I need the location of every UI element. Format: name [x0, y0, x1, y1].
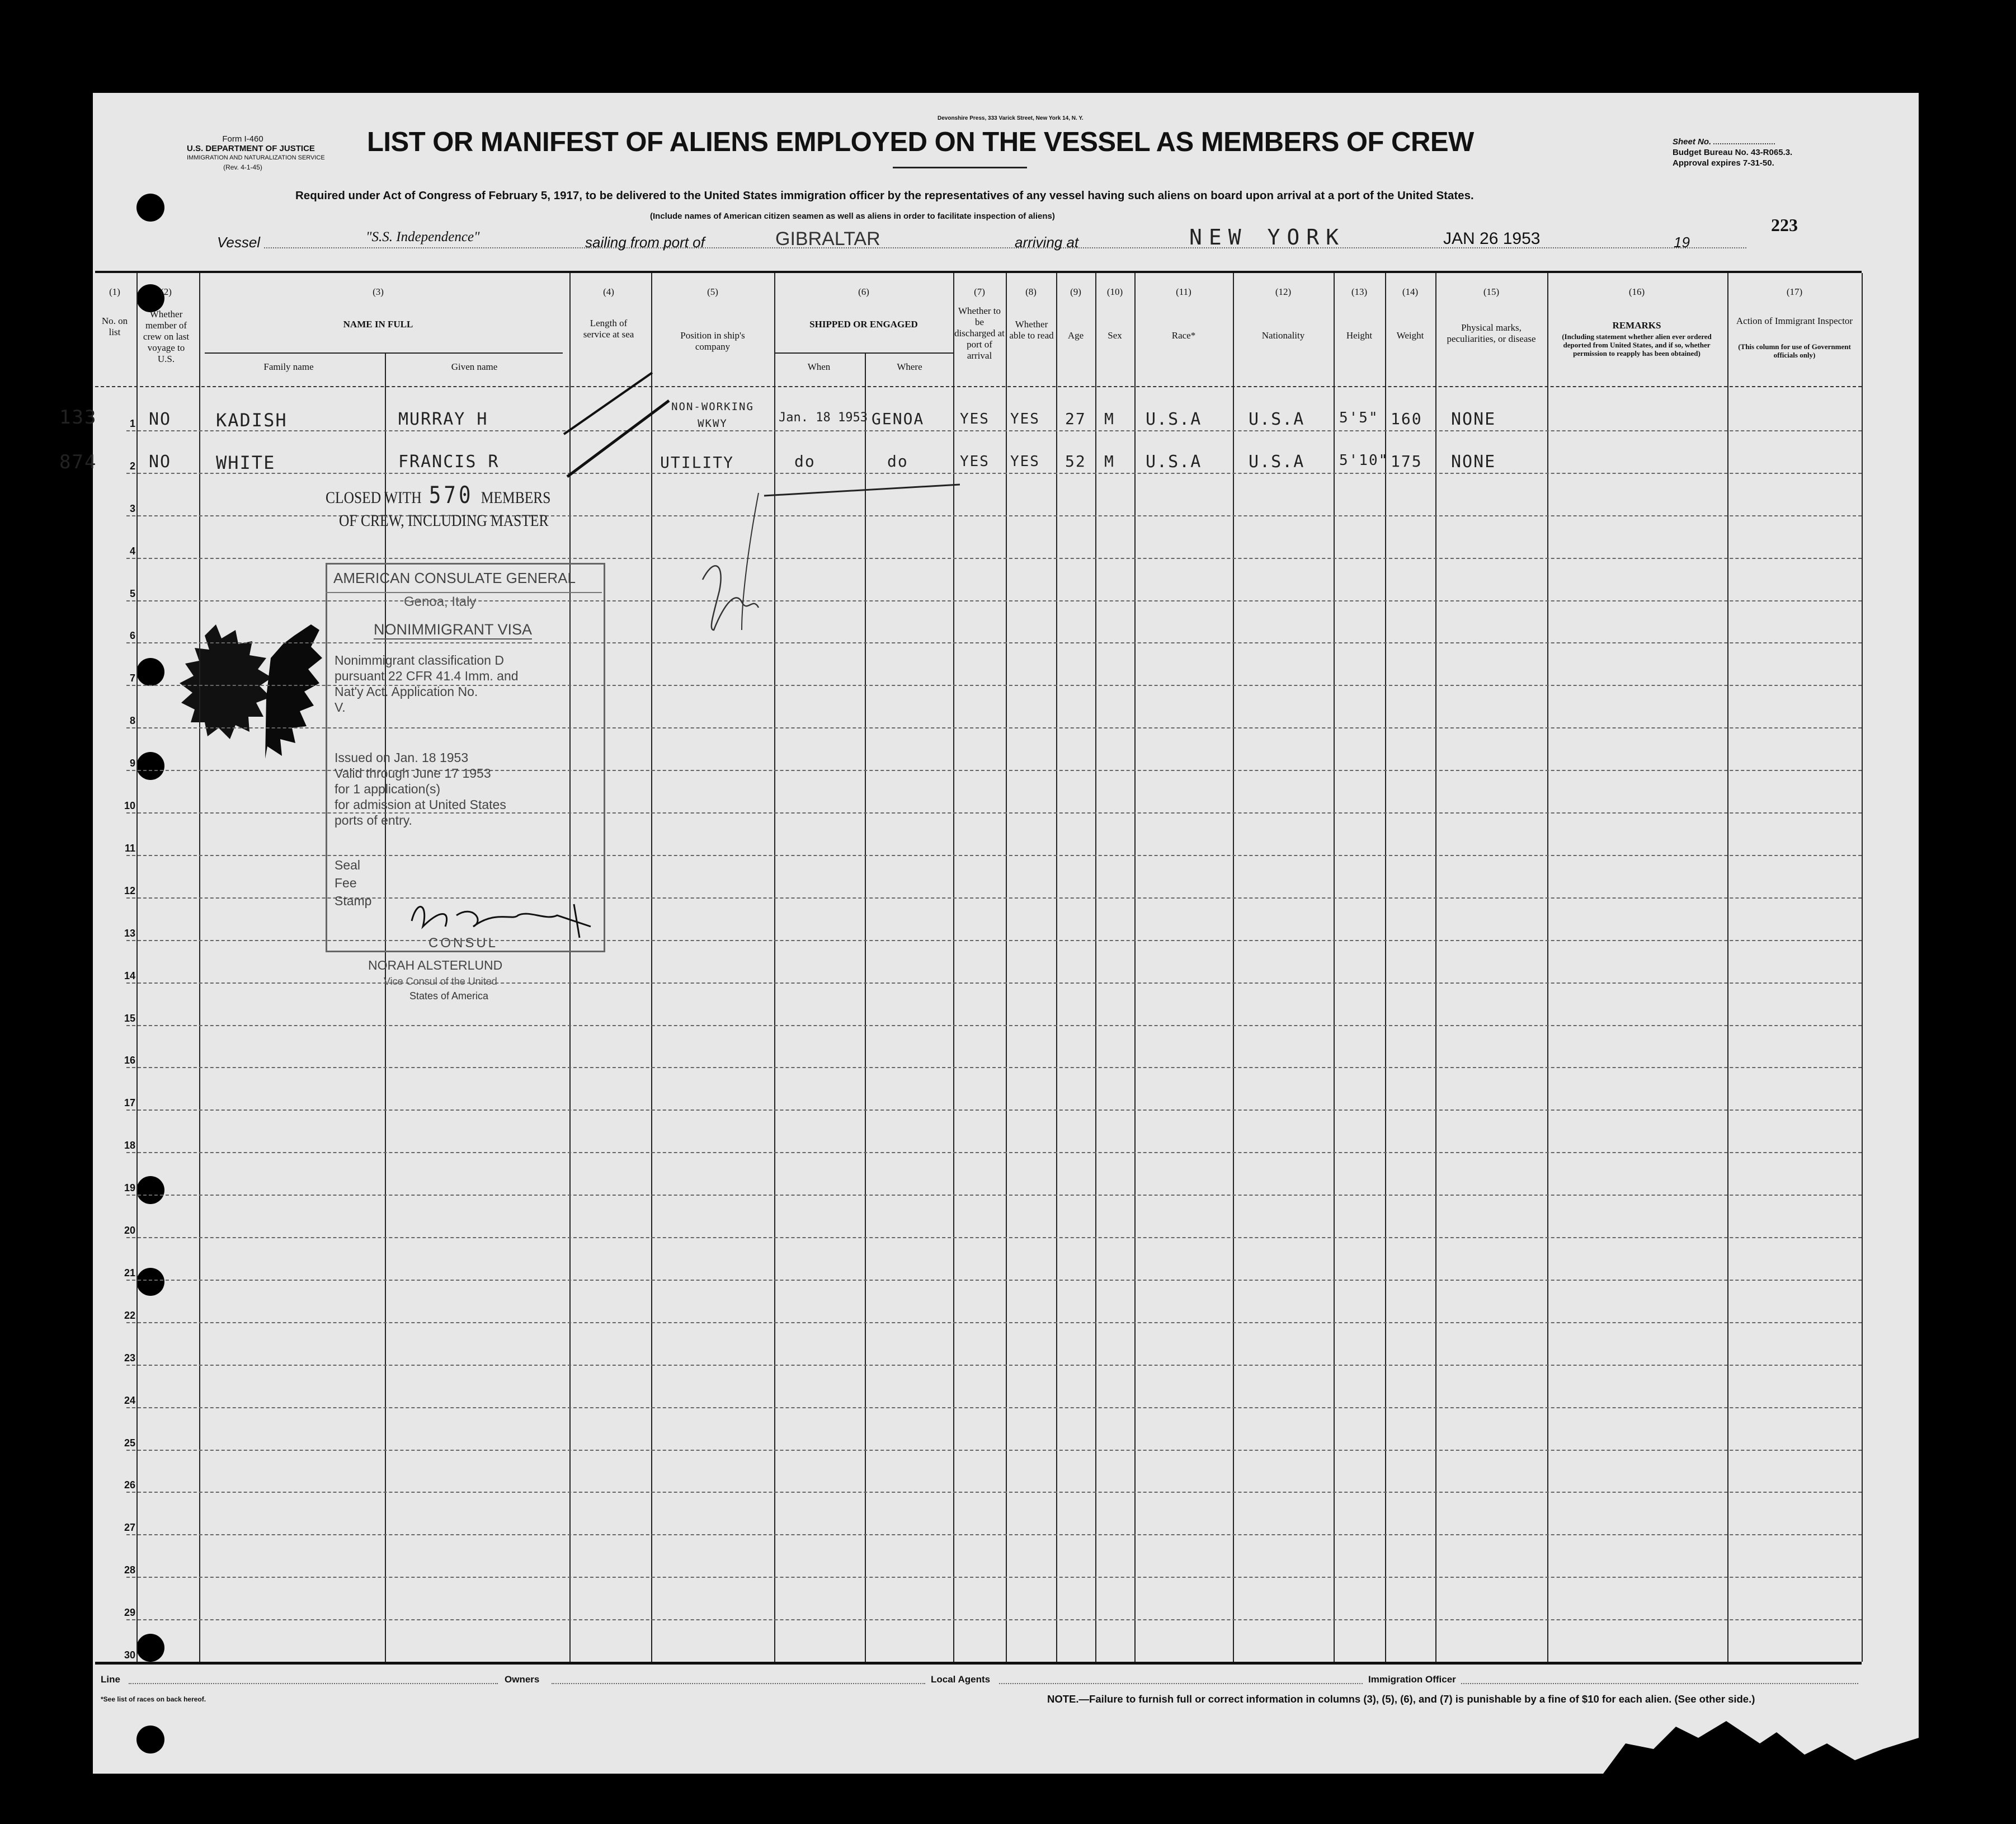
row2-read: YES	[1010, 453, 1040, 470]
col11-number: (11)	[1176, 286, 1191, 297]
column-rule	[1095, 273, 1096, 1662]
consul-name: NORAH ALSTERLUND	[368, 958, 503, 972]
col7-header: Whether to be discharged at port of arrival	[954, 305, 1005, 361]
row2-race: U.S.A	[1146, 452, 1202, 472]
column-rule	[385, 354, 386, 1662]
col17-header: Action of Immigrant Inspector	[1736, 316, 1853, 326]
row1-where: GENOA	[872, 410, 925, 428]
footer-line-label: Line	[101, 1674, 120, 1685]
row-number: 6	[129, 630, 135, 642]
table-top-rule	[95, 271, 1862, 273]
consul-signature	[406, 887, 596, 943]
table-bottom-rule	[95, 1662, 1862, 1665]
row1-family-name: KADISH	[216, 410, 288, 431]
visa-fee-label: Fee	[335, 876, 357, 890]
row2-position: UTILITY	[660, 453, 734, 472]
visa-ports: ports of entry.	[335, 813, 412, 828]
row1-marks: NONE	[1451, 410, 1496, 429]
col16-number: (16)	[1628, 286, 1645, 297]
footer-local-agents-label: Local Agents	[931, 1674, 991, 1685]
row2-marks: NONE	[1451, 452, 1496, 472]
col3-sub-rule	[205, 352, 563, 354]
row-rule	[126, 1365, 1862, 1366]
subtitle: Required under Act of Congress of February 5, 1917, to be delivered to the United States immigration officer by the representatives of any vessel having such aliens on board upon arrival at a port of the United States.	[295, 189, 1474, 202]
row-number: 26	[124, 1479, 135, 1491]
column-rule	[1385, 273, 1386, 1662]
row2-nationality: U.S.A	[1249, 452, 1305, 472]
row-number: 3	[129, 502, 135, 514]
include-note: (Include names of American citizen seamen as well as aliens in order to facilitate inspection of aliens)	[650, 211, 1055, 221]
consul-title: CONSUL	[428, 935, 498, 951]
row-number: 20	[124, 1225, 135, 1236]
service: IMMIGRATION AND NATURALIZATION SERVICE	[187, 154, 325, 161]
col6-when-header: When	[807, 361, 831, 372]
col14-number: (14)	[1402, 286, 1419, 297]
row1-discharged: YES	[960, 411, 990, 427]
row-number: 5	[129, 587, 135, 599]
col14-header: Weight	[1396, 330, 1424, 341]
row1-given-name: MURRAY H	[398, 410, 488, 429]
row-rule	[126, 1025, 1862, 1026]
row-rule	[126, 1195, 1862, 1196]
footer-owners-field	[552, 1683, 925, 1684]
consulate-name: AMERICAN CONSULATE GENERAL	[333, 570, 576, 586]
pen-marks	[557, 367, 960, 703]
col16-header: REMARKS	[1612, 320, 1661, 331]
row1-sex: M	[1104, 410, 1115, 428]
col4-header: Length of service at sea	[583, 318, 634, 340]
visa-pursuant: pursuant 22 CFR 41.4 Imm. and	[335, 669, 519, 683]
row-number: 19	[124, 1182, 135, 1194]
punch-hole	[136, 1176, 164, 1204]
row2-family-name: WHITE	[216, 452, 276, 473]
vice-consul-line: Vice Consul of the United	[384, 976, 497, 987]
closed-members-label: MEMBERS	[481, 488, 551, 507]
col8-header: Whether able to read	[1009, 319, 1054, 341]
revision: (Rev. 4-1-45)	[223, 163, 262, 171]
row-number: 15	[124, 1012, 135, 1024]
page-number: 223	[1771, 215, 1798, 235]
row2-weight: 175	[1391, 452, 1422, 471]
col5-header: Position in ship's company	[680, 330, 745, 352]
row-number: 27	[124, 1522, 135, 1534]
year-label: 19	[1674, 234, 1690, 251]
col12-number: (12)	[1275, 286, 1292, 297]
footer-agents-field	[999, 1683, 1363, 1684]
visa-stamp-rule	[326, 592, 602, 593]
row-number: 4	[129, 545, 135, 557]
column-rule	[1233, 273, 1234, 1662]
column-rule	[1006, 273, 1007, 1662]
row2-given-name: FRANCIS R	[398, 452, 500, 472]
row-number: 16	[124, 1055, 135, 1066]
row1-height: 5'5"	[1339, 410, 1379, 426]
row-number: 8	[129, 715, 135, 727]
column-rule	[199, 273, 200, 1662]
row1-age: 27	[1065, 410, 1086, 428]
footer-line-field	[129, 1683, 498, 1684]
visa-classification: Nonimmigrant classification D	[335, 653, 504, 667]
row-rule	[126, 1619, 1862, 1620]
row-number: 9	[129, 758, 135, 769]
col1-number: (1)	[109, 286, 120, 297]
column-rule	[1334, 273, 1335, 1662]
race-footnote: *See list of races on back hereof.	[101, 1695, 206, 1703]
row-rule	[126, 430, 1862, 431]
row-number: 1	[129, 417, 135, 429]
punch-hole	[136, 1634, 164, 1662]
col10-number: (10)	[1106, 286, 1123, 297]
row2-crew: NO	[149, 452, 172, 472]
budget-bureau: Budget Bureau No. 43-R065.3.	[1673, 148, 1793, 157]
col17-number: (17)	[1786, 286, 1803, 297]
row2-when: do	[794, 452, 816, 471]
visa-valid: Valid through June 17 1953	[335, 766, 491, 781]
col13-number: (13)	[1351, 286, 1368, 297]
col8-number: (8)	[1025, 286, 1037, 297]
row-number: 22	[124, 1309, 135, 1321]
visa-type: NONIMMIGRANT VISA	[374, 621, 532, 640]
row2-height: 5'10"	[1339, 452, 1389, 469]
row-number: 2	[129, 460, 135, 472]
row2-where: do	[887, 452, 908, 471]
row1-race: U.S.A	[1146, 410, 1202, 429]
form-number: Form I-460	[222, 134, 263, 144]
col6-sub-rule	[774, 352, 953, 354]
row-number: 7	[129, 673, 135, 684]
closed-with-label: CLOSED WITH	[326, 488, 422, 507]
footer-officer-label: Immigration Officer	[1368, 1674, 1456, 1685]
col16-subheader: (Including statement whether alien ever ordered deported from United States, and if so, whether permission to reapply has been obtained)	[1562, 332, 1712, 358]
vessel-name: "S.S. Independence"	[366, 229, 480, 245]
col12-header: Nationality	[1261, 330, 1305, 341]
column-rule	[1056, 273, 1057, 1662]
row-rule	[126, 1534, 1862, 1535]
row1-position: NON-WORKING WKWY	[671, 401, 754, 430]
col1-header: No. on list	[101, 316, 128, 337]
col6-number: (6)	[858, 286, 869, 297]
col9-number: (9)	[1070, 286, 1081, 297]
col2-header: Whether member of crew on last voyage to U.S.	[143, 309, 190, 364]
row2-discharged: YES	[960, 453, 990, 470]
approval-expiry: Approval expires 7-31-50.	[1673, 158, 1774, 168]
column-rule	[1727, 273, 1728, 1662]
col4-number: (4)	[603, 286, 614, 297]
closed-crew-count: 570	[428, 481, 474, 509]
visa-for-admission: for admission at United States	[335, 797, 506, 812]
row-rule	[126, 1322, 1862, 1323]
visa-seal-label: Seal	[335, 858, 361, 872]
sailing-port: GIBRALTAR	[775, 228, 880, 250]
row-rule	[126, 1450, 1862, 1451]
col2-number: (2)	[161, 286, 172, 297]
manifest-sheet	[59, 93, 1919, 1774]
col3-given-header: Given name	[451, 361, 498, 372]
sailing-label: sailing from port of	[585, 234, 705, 251]
row2-sex: M	[1104, 452, 1115, 471]
row-rule	[126, 1110, 1862, 1111]
row-rule	[126, 558, 1862, 559]
col17-subheader: (This column for use of Government officials only)	[1738, 342, 1851, 359]
row-number: 17	[124, 1097, 135, 1109]
margin-note-2: 874	[59, 451, 97, 473]
row-rule	[126, 1237, 1862, 1238]
vessel-label: Vessel	[217, 234, 261, 251]
punch-hole	[136, 194, 164, 222]
column-rule	[1435, 273, 1436, 1662]
col6-where-header: Where	[897, 361, 922, 372]
arrival-date-stamp: JAN 26 1953	[1443, 229, 1541, 248]
visa-stamp-label: Stamp	[335, 894, 372, 908]
footer-officer-field	[1461, 1683, 1858, 1684]
visa-v: V.	[335, 700, 346, 714]
row1-read: YES	[1010, 411, 1040, 427]
row1-weight: 160	[1391, 410, 1422, 428]
row-number: 23	[124, 1352, 135, 1364]
visa-issued: Issued on Jan. 18 1953	[335, 750, 469, 765]
torn-corner	[1592, 1704, 1919, 1774]
states-line: States of America	[409, 990, 489, 1002]
row1-crew: NO	[149, 410, 172, 429]
punch-hole	[136, 1268, 164, 1296]
column-rule	[1547, 273, 1548, 1662]
column-rule	[136, 273, 138, 1662]
visa-act: Nat'y Act. Application No.	[335, 684, 478, 699]
arriving-port: NEW YORK	[1189, 225, 1346, 250]
row-number: 25	[124, 1437, 135, 1449]
row-number: 24	[124, 1394, 135, 1406]
row-number: 11	[124, 842, 135, 854]
printer-line: Devonshire Press, 333 Varick Street, New York 14, N. Y.	[938, 115, 1084, 121]
column-rule	[1862, 273, 1863, 1662]
row1-when: Jan. 18 1953	[779, 411, 868, 425]
row-number: 29	[124, 1607, 135, 1619]
row-number: 14	[124, 970, 135, 981]
row-number: 13	[124, 927, 135, 939]
col15-number: (15)	[1483, 286, 1500, 297]
col15-header: Physical marks, peculiarities, or disease	[1447, 322, 1536, 344]
punch-hole	[136, 1726, 164, 1754]
penalty-note: NOTE.—Failure to furnish full or correct information in columns (3), (5), (6), and (7) is punishable by a fine of $10 for each alien. (See other side.)	[1047, 1693, 1755, 1705]
col10-header: Sex	[1108, 330, 1122, 341]
row1-nationality: U.S.A	[1249, 410, 1305, 429]
footer-owners-label: Owners	[505, 1674, 540, 1685]
row-number: 28	[124, 1564, 135, 1576]
row-number: 30	[124, 1649, 135, 1661]
col6-header: SHIPPED OR ENGAGED	[809, 319, 918, 330]
row-rule	[126, 1067, 1862, 1068]
sheet-label: Sheet No.	[1673, 137, 1712, 147]
row-number: 21	[124, 1267, 135, 1278]
department: U.S. DEPARTMENT OF JUSTICE	[187, 144, 315, 153]
row-number: 12	[124, 885, 135, 896]
col3-header: NAME IN FULL	[343, 319, 413, 330]
row-rule	[126, 1407, 1862, 1408]
row-rule	[126, 1152, 1862, 1153]
closed-line2: OF CREW, INCLUDING MASTER	[339, 511, 549, 530]
row-number: 18	[124, 1140, 135, 1151]
title-rule	[893, 167, 1027, 168]
manifest-title: LIST OR MANIFEST OF ALIENS EMPLOYED ON THE VESSEL AS MEMBERS OF CREW	[367, 127, 1474, 157]
column-rule	[1134, 273, 1136, 1662]
row-rule	[126, 1280, 1862, 1281]
arriving-label: arriving at	[1015, 234, 1079, 251]
row2-age: 52	[1065, 452, 1086, 471]
col11-header: Race*	[1171, 330, 1196, 341]
row-rule	[126, 1492, 1862, 1493]
header-bottom-rule	[95, 386, 1862, 389]
col3-number: (3)	[373, 286, 384, 297]
row-rule	[126, 1577, 1862, 1578]
col9-header: Age	[1067, 330, 1084, 341]
row-number: 10	[124, 800, 135, 811]
col3-family-header: Family name	[263, 361, 314, 372]
visa-for-applications: for 1 application(s)	[335, 782, 441, 796]
margin-note-1: 133	[59, 406, 97, 429]
row-rule	[126, 473, 1862, 474]
consulate-city: Genoa, Italy	[404, 594, 477, 609]
col7-number: (7)	[974, 286, 985, 297]
col5-number: (5)	[707, 286, 718, 297]
col13-header: Height	[1346, 330, 1373, 341]
